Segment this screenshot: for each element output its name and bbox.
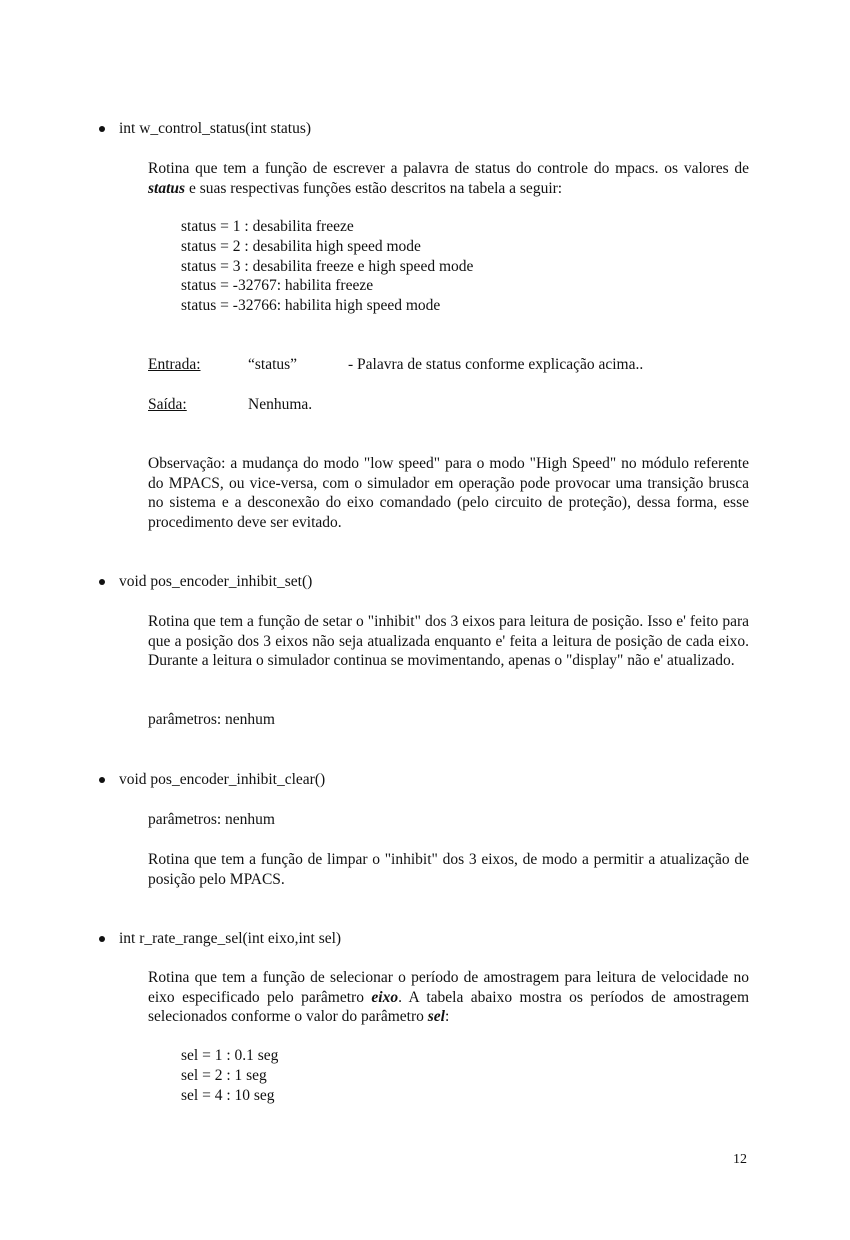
value-list <box>181 1046 278 1105</box>
description-text: e suas respectivas funções estão descritos na tabela a seguir: <box>185 179 563 197</box>
page-number: 12 <box>733 1152 747 1167</box>
list-item: status = 3 : desabilita freeze e high speed mode <box>181 257 474 275</box>
list-item: status = 1 : desabilita freeze <box>181 218 354 235</box>
function-signature: int w_control_status(int status) <box>119 120 312 137</box>
function-description: Rotina que tem a função de setar o "inhibit" dos 3 eixos para leitura de posição. Isso e' feito para que a posição dos 3 eixos não seja atualizada enquanto e' feita a leitura de posição de cada eixo. Durante a leitura o simulador continua se movimentando, apenas o "display" não e' atualizado. <box>148 613 749 670</box>
bullet-icon <box>99 936 105 942</box>
params-text: parâmetros: nenhum <box>148 811 275 828</box>
description-text: . A tabela abaixo mostra os períodos de amostragem selecionados conforme o valor do parâmetro <box>148 988 749 1026</box>
output-value: Nenhuma. <box>248 396 313 413</box>
bullet-icon <box>99 126 105 132</box>
value-list <box>181 217 473 316</box>
list-item: sel = 1 : 0.1 seg <box>181 1047 279 1064</box>
list-item: sel = 2 : 1 seg <box>181 1066 267 1084</box>
description-text: Rotina que tem a função de escrever a palavra de status do controle do mpacs. os valores de <box>148 160 749 177</box>
bullet-icon <box>99 777 105 783</box>
output-label: Saída: <box>148 396 187 413</box>
function-description <box>148 968 749 1027</box>
list-item: status = -32766: habilita high speed mode <box>181 297 441 315</box>
function-signature: void pos_encoder_inhibit_clear() <box>119 771 326 788</box>
input-description: - Palavra de status conforme explicação acima.. <box>348 356 644 373</box>
params-text: parâmetros: nenhum <box>148 711 275 728</box>
function-signature: void pos_encoder_inhibit_set() <box>119 573 313 590</box>
emphasis-term: eixo <box>371 988 399 1006</box>
list-item: status = 2 : desabilita high speed mode <box>181 237 421 255</box>
bullet-icon <box>99 579 105 585</box>
description-text: Rotina que tem a função de selecionar o período de amostragem para leitura de velocidade no eixo especificado pelo parâmetro <box>148 969 749 1006</box>
input-param: “status” <box>248 356 298 373</box>
description-text: : <box>444 1008 450 1026</box>
emphasis-term: status <box>148 179 186 197</box>
function-description <box>148 159 749 198</box>
function-signature: int r_rate_range_sel(int eixo,int sel) <box>119 930 342 947</box>
input-label: Entrada: <box>148 356 201 373</box>
list-item: sel = 4 : 10 seg <box>181 1086 275 1104</box>
function-description: Rotina que tem a função de limpar o "inhibit" dos 3 eixos, de modo a permitir a atualização de posição pelo MPACS. <box>148 851 749 888</box>
note-paragraph: Observação: a mudança do modo "low speed" para o modo "High Speed" no módulo referente do MPACS, ou vice-versa, com o simulador em operação pode provocar uma transição brusca no sistema e a desconexão do eixo comandado (pelo circuito de proteção), dessa forma, esse procedimento deve ser evitado. <box>148 455 749 531</box>
emphasis-term: sel <box>427 1008 445 1026</box>
list-item: status = -32767: habilita freeze <box>181 277 374 295</box>
